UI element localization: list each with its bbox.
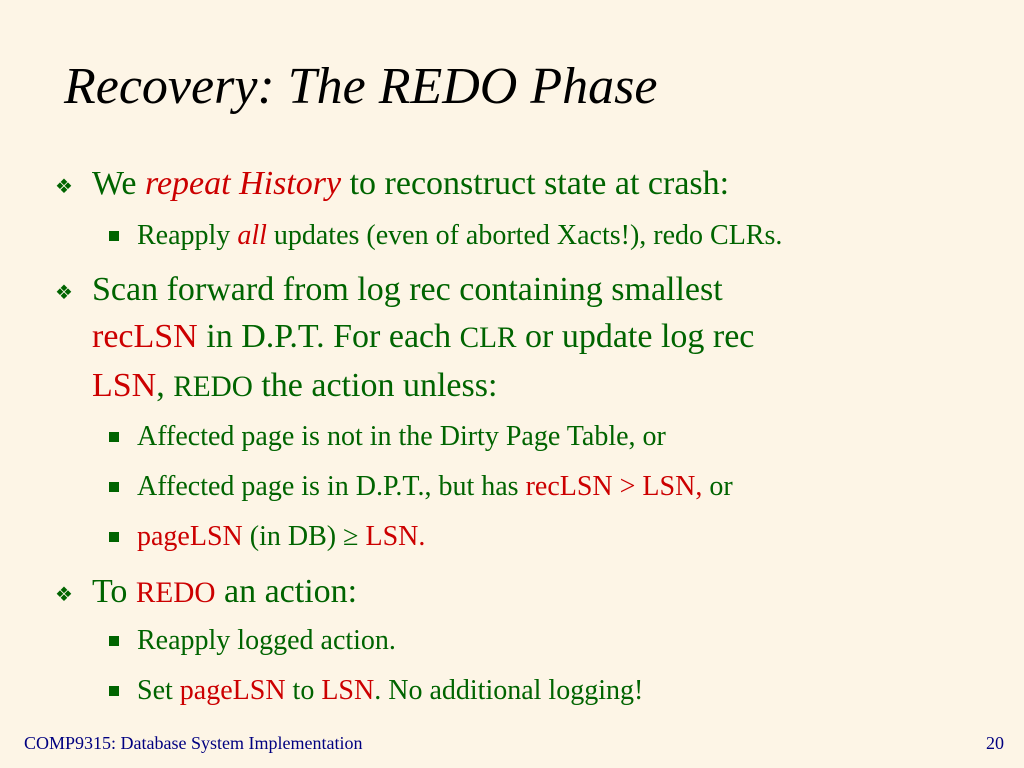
bullet-diamond-icon: ❖ xyxy=(55,176,73,198)
bullet-square-icon xyxy=(109,532,119,542)
sub-bullet-set-pagelsn: Set pageLSN to LSN. No additional logging! xyxy=(137,675,644,706)
bullet-line: Scan forward from log rec containing smallest xyxy=(92,271,723,308)
bullet-to-redo: To REDO an action: xyxy=(92,573,358,610)
footer-page-number: 20 xyxy=(986,733,1004,753)
term-lsn: LSN xyxy=(321,675,375,706)
term-pagelsn: pageLSN xyxy=(179,675,286,706)
sub-bullet-not-in-dpt: Affected page is not in the Dirty Page Table, or xyxy=(137,421,666,452)
bullet-line: LSN, REDO the action unless: xyxy=(92,367,498,404)
bullet-repeat-history: We repeat History to reconstruct state at crash: xyxy=(92,165,730,202)
term-redo: REDO xyxy=(173,371,253,403)
bullet-line: recLSN in D.P.T. For each CLR or update log rec xyxy=(92,318,755,355)
bullet-diamond-icon: ❖ xyxy=(55,584,73,606)
bullet-square-icon xyxy=(109,482,119,492)
bullet-scan-forward xyxy=(92,266,972,411)
sub-bullet-reapply-all: Reapply all updates (even of aborted Xacts!), redo CLRs. xyxy=(137,220,783,251)
emphasis-repeat-history: repeat History xyxy=(144,165,342,202)
sub-bullet-pagelsn-ge: pageLSN (in DB) ≥ LSN. xyxy=(137,521,426,552)
sub-bullet-reclsn-greater: Affected page is in D.P.T., but has recLSN > LSN, or xyxy=(137,471,733,502)
term-reclsn-gt-lsn: recLSN > LSN, xyxy=(525,471,703,502)
bullet-square-icon xyxy=(109,636,119,646)
slide-title: Recovery: The REDO Phase xyxy=(64,58,658,115)
sub-bullet-reapply-logged: Reapply logged action. xyxy=(137,625,396,656)
bullet-square-icon xyxy=(109,231,119,241)
emphasis-all: all xyxy=(237,220,267,251)
bullet-square-icon xyxy=(109,686,119,696)
term-redo: REDO xyxy=(135,577,216,609)
term-reclsn: recLSN xyxy=(92,318,198,355)
bullet-diamond-icon: ❖ xyxy=(55,282,73,304)
term-lsn: LSN xyxy=(92,367,157,404)
term-clr: CLR xyxy=(459,322,517,354)
term-pagelsn: pageLSN xyxy=(137,521,243,552)
term-lsn: LSN. xyxy=(365,521,426,552)
bullet-square-icon xyxy=(109,432,119,442)
footer-course: COMP9315: Database System Implementation xyxy=(24,733,363,753)
